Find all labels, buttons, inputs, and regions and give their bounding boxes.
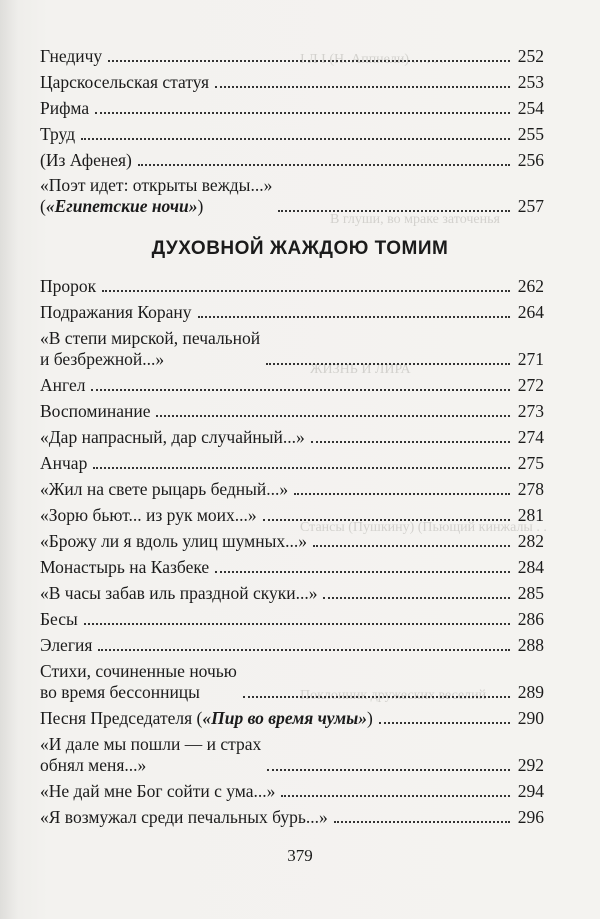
leader-dots: [81, 138, 510, 140]
entry-page-number: 289: [517, 682, 544, 702]
leader-dots: [84, 623, 510, 625]
entry-title-text: Песня Председателя (: [40, 708, 203, 728]
leader-dots: [215, 571, 510, 573]
entry-title-line: «И дале мы пошли — и страх: [40, 734, 262, 754]
entry-title-line: обнял меня...»: [40, 755, 147, 775]
toc-section-block: [40, 276, 544, 828]
entry-title: [40, 175, 272, 217]
leader-dots: [294, 493, 510, 495]
entry-page-number: 257: [517, 196, 544, 216]
toc-entry[interactable]: [40, 98, 544, 119]
page-number-footer: 379: [287, 846, 313, 865]
entry-title-line: [40, 196, 272, 217]
entry-title: «Я возмужал среди печальных бурь...»: [40, 807, 328, 827]
entry-title: [40, 661, 237, 703]
source-work-italic: «Пир во время чумы»: [202, 708, 367, 728]
leader-dots: [91, 389, 510, 391]
bleed-through-text: Стансы (Пушкину) (Пьющий кинжалы . .: [300, 520, 547, 535]
entry-page-number: 275: [517, 453, 544, 473]
toc-entry[interactable]: [40, 302, 544, 323]
toc-entry[interactable]: [40, 781, 544, 802]
page-gutter-shadow: [0, 0, 18, 919]
toc-entry[interactable]: [40, 150, 544, 171]
entry-page-number: 296: [517, 807, 544, 827]
entry-page-number: 288: [517, 635, 544, 655]
entry-title: Анчар: [40, 453, 88, 473]
toc-entry[interactable]: [40, 505, 544, 526]
entry-page-number: 281: [517, 505, 544, 525]
entry-page-number: 271: [517, 349, 544, 369]
entry-page-number: 278: [517, 479, 544, 499]
bleed-through-text: В глуши, во мраке заточенья: [330, 212, 500, 227]
leader-dots: [379, 722, 510, 724]
entry-title: Бесы: [40, 609, 78, 629]
entry-title: [40, 328, 260, 370]
entry-page-number: 272: [517, 375, 544, 395]
leader-dots: [313, 545, 510, 547]
entry-title: «Дар напрасный, дар случайный...»: [40, 427, 305, 447]
toc-entry[interactable]: [40, 583, 544, 604]
entry-title-line: и безбрежной...»: [40, 349, 165, 369]
entry-title: Подражания Корану: [40, 302, 192, 322]
leader-dots: [93, 467, 510, 469]
leader-dots: [266, 363, 510, 365]
source-work-italic: «Египетские ночи»: [45, 196, 198, 216]
entry-page-number: 253: [517, 72, 544, 92]
toc-entry[interactable]: [40, 401, 544, 422]
leader-dots: [198, 316, 510, 318]
toc-entry[interactable]: [40, 375, 544, 396]
entry-page-number: 290: [517, 708, 544, 728]
leader-dots: [98, 649, 510, 651]
entry-page-number: 255: [517, 124, 544, 144]
section-heading: ДУХОВНОЙ ЖАЖДОЮ ТОМИМ: [151, 238, 449, 259]
entry-page-number: 273: [517, 401, 544, 421]
leader-dots: [281, 795, 510, 797]
leader-dots: [156, 415, 510, 417]
entry-title: Элегия: [40, 635, 93, 655]
leader-dots: [334, 821, 510, 823]
leader-dots: [263, 519, 510, 521]
leader-dots: [95, 112, 510, 114]
entry-page-number: 286: [517, 609, 544, 629]
toc-entry[interactable]: [40, 427, 544, 448]
entry-title-line: Стихи, сочиненные ночью: [40, 661, 237, 681]
entry-title: Царскосельская статуя: [40, 72, 210, 92]
entry-page-number: 264: [517, 302, 544, 322]
leader-dots: [102, 290, 510, 292]
entry-title: Ангел: [40, 375, 86, 395]
toc-entry[interactable]: [40, 276, 544, 297]
bleed-through-text: І Л І (Н. Аппнели) . . . . .: [300, 52, 445, 67]
toc-entry[interactable]: [40, 175, 544, 217]
entry-title: (Из Афенея): [40, 150, 132, 170]
entry-title: «Зорю бьют... из рук моих...»: [40, 505, 257, 525]
bleed-through-text: ЖИЗНЬ И ЛИРА: [310, 362, 411, 377]
paren-close: ): [366, 708, 373, 728]
entry-page-number: 256: [517, 150, 544, 170]
entry-page-number: 284: [517, 557, 544, 577]
toc-entry[interactable]: [40, 531, 544, 552]
paren-close: ): [197, 196, 204, 216]
toc-entry[interactable]: [40, 453, 544, 474]
toc-entry[interactable]: [40, 609, 544, 630]
toc-entry[interactable]: [40, 557, 544, 578]
entry-page-number: 294: [517, 781, 544, 801]
toc-entry[interactable]: [40, 46, 544, 67]
leader-dots: [108, 60, 510, 62]
toc-entry[interactable]: [40, 124, 544, 145]
entry-page-number: 274: [517, 427, 544, 447]
entry-title: [40, 708, 373, 729]
entry-title-line: «Поэт идет: открыты вежды...»: [40, 175, 273, 195]
entry-title: Труд: [40, 124, 76, 144]
entry-title: «Не дай мне Бог сойти с ума...»: [40, 781, 276, 801]
leader-dots: [311, 441, 510, 443]
leader-dots: [243, 696, 510, 698]
toc-entry[interactable]: [40, 479, 544, 500]
entry-title-line: во время бессонницы: [40, 682, 200, 702]
entry-page-number: 292: [517, 755, 544, 775]
entry-title: Пророк: [40, 276, 97, 296]
entry-page-number: 254: [517, 98, 544, 118]
toc-entry[interactable]: [40, 72, 544, 93]
entry-title: [40, 734, 261, 776]
entry-title: Гнедичу: [40, 46, 103, 66]
toc-top-block: [40, 46, 544, 217]
toc-entry[interactable]: [40, 734, 544, 776]
entry-title: «Брожу ли я вдоль улиц шумных...»: [40, 531, 307, 551]
entry-page-number: 285: [517, 583, 544, 603]
entry-page-number: 282: [517, 531, 544, 551]
entry-title: «В часы забав иль праздной скуки...»: [40, 583, 318, 603]
leader-dots: [278, 210, 510, 212]
leader-dots: [215, 86, 510, 88]
entry-page-number: 262: [517, 276, 544, 296]
leader-dots: [323, 597, 510, 599]
paren-open: (: [40, 196, 46, 216]
bleed-through-text: Поклонник дружеских веселий: [300, 688, 487, 703]
leader-dots: [267, 769, 510, 771]
toc-entry[interactable]: [40, 807, 544, 828]
toc-entry[interactable]: [40, 661, 544, 703]
toc-entry[interactable]: [40, 708, 544, 729]
entry-title: Воспоминание: [40, 401, 151, 421]
entry-title: Монастырь на Казбеке: [40, 557, 210, 577]
leader-dots: [138, 164, 510, 166]
entry-title: Рифма: [40, 98, 90, 118]
entry-title: «Жил на свете рыцарь бедный...»: [40, 479, 289, 499]
toc-entry[interactable]: [40, 328, 544, 370]
toc-entry[interactable]: [40, 635, 544, 656]
entry-page-number: 252: [517, 46, 544, 66]
entry-title-line: «В степи мирской, печальной: [40, 328, 261, 348]
